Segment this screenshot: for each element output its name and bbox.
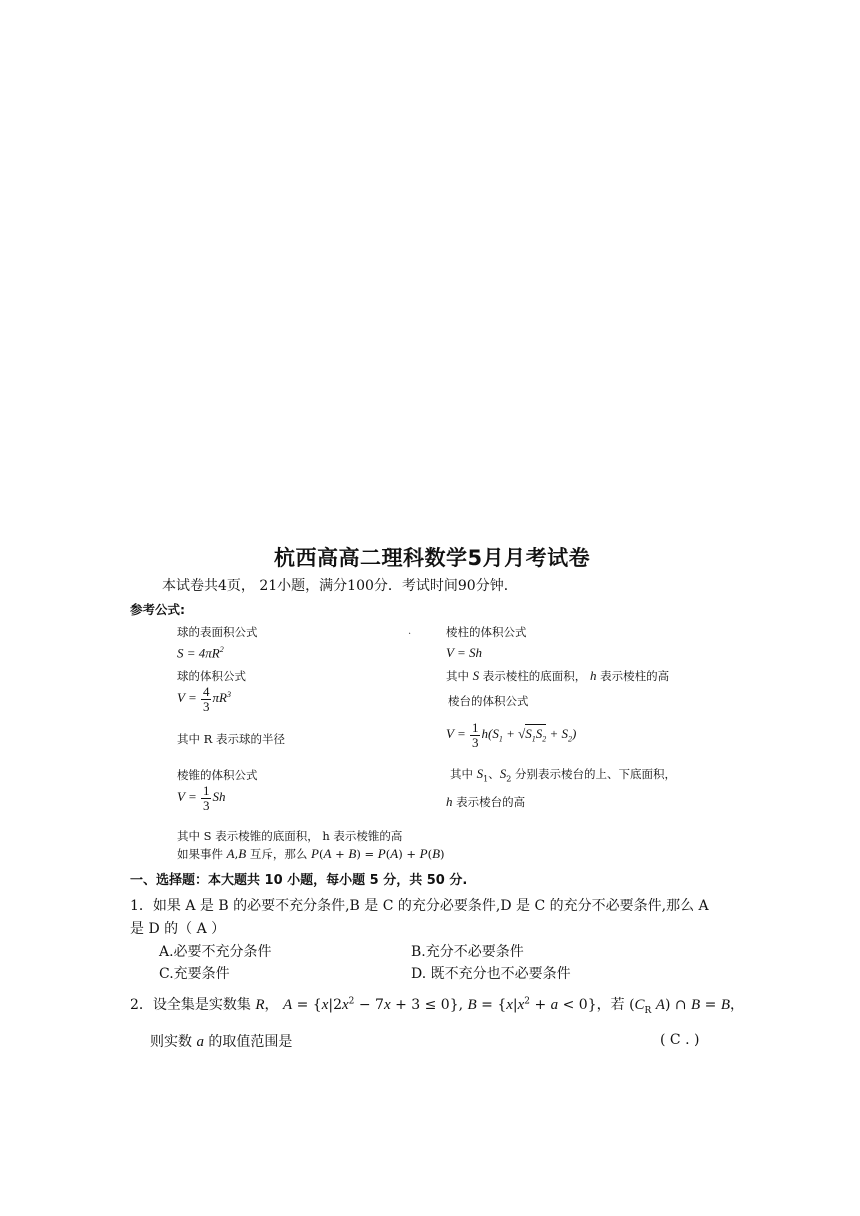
frustum-note-1: 其中 $S_1$、$S_2$ 分别表示棱台的上、下底面积， [450,766,676,784]
q1-option-a: A.必要不充分条件 [159,944,272,960]
page-title: 杭西高高二理科数学5月月考试卷 [274,546,591,570]
q2-line2: 则实数 a 的取值范围是 [150,1034,293,1050]
q1-line1: 1．如果 A 是 B 的必要不充分条件,B 是 C 的充分必要条件,D 是 C 的充分不必要条件,那么 A [130,898,709,914]
prism-formula: V = Sh [446,645,482,660]
q2-answer: ( C . ) [660,1032,700,1048]
q1-option-c: C.充要条件 [159,966,230,982]
prism-note: 其中 S 表示棱柱的底面积， h 表示棱柱的高 [446,668,670,683]
frustum-note-2: h 表示棱台的高 [446,794,526,809]
formulas-heading: 参考公式: [130,602,185,617]
q1-line2: 是 D 的（ A ） [130,921,226,937]
q2-line1: 2．设全集是实数集 R， $A = \{x|2x^2 - 7x + 3 \le 0\}$, $B = \{x|x^2 + a < 0\}$，若 ($C_R$ A) ∩ B = B， [130,996,745,1016]
frustum-formula: V = $\frac{1}{3}$ $h(S_1 + √S_1S_2 + S_2)$ [446,720,577,750]
separator-dot: . [408,626,412,637]
q1-option-b: B.充分不必要条件 [411,944,524,960]
frustum-label: 棱台的体积公式 [448,694,529,708]
sphere-volume-label: 球的体积公式 [177,669,246,683]
section-heading: 一、选择题：本大题共 10 小题，每小题 5 分，共 50 分. [130,873,468,888]
sphere-area-label: 球的表面积公式 [177,625,258,639]
prism-label: 棱柱的体积公式 [446,625,527,639]
cone-label: 棱锥的体积公式 [177,768,258,782]
sphere-volume-formula: V = $\frac{4}{3}$ $\pi R^3$ [177,684,231,714]
cone-note: 其中 S 表示棱锥的底面积， h 表示棱锥的高 [177,829,403,843]
events-note: 如果事件 A,B 互斥，那么 P(A + B) = P(A) + P(B) [177,846,445,861]
sphere-area-formula: $S = 4\pi R^2$ [177,645,224,661]
cone-formula: V = $\frac{1}{3}$ Sh [177,783,226,813]
sphere-note: 其中 R 表示球的半径 [177,732,285,746]
intro-text: 本试卷共4页， 21小题，满分100分．考试时间90分钟． [162,578,518,594]
q1-option-d: D. 既不充分也不必要条件 [411,966,571,982]
